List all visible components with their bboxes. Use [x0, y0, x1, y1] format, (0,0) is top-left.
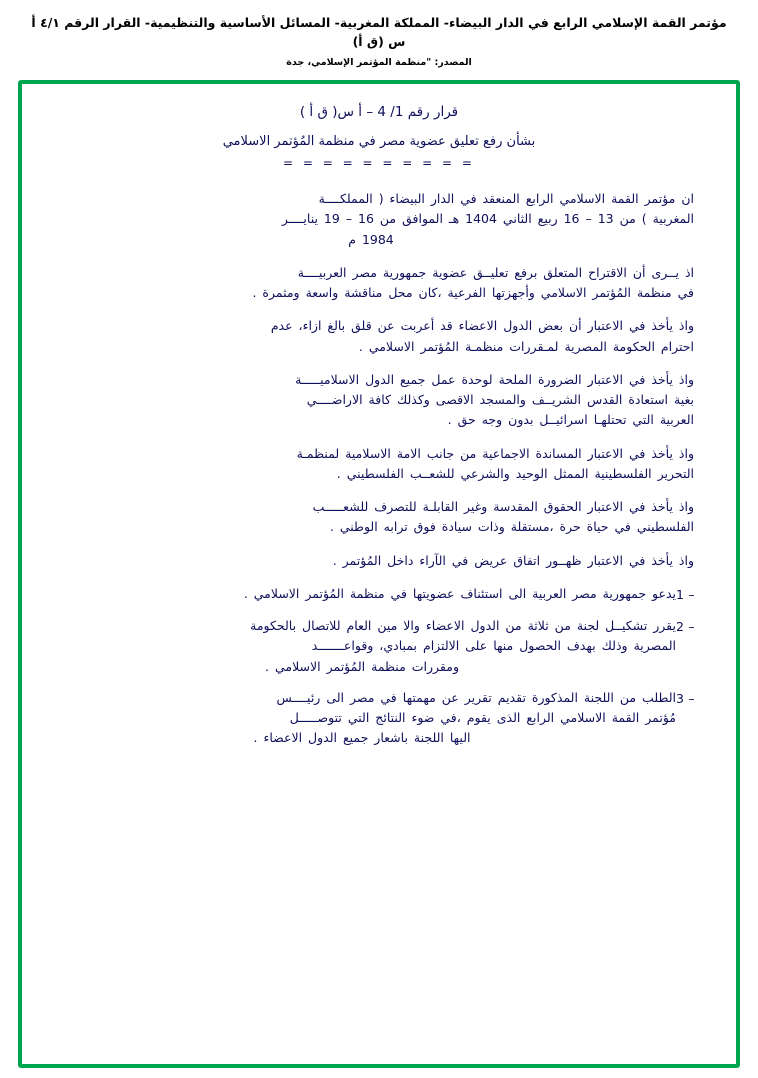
- resolution-number: قرار رقم 1/ 4 – أ س( ق أ ): [299, 103, 459, 120]
- paragraph-line: احترام الحكومة المصرية لمـقررات منظمـة المُؤتمر الاسلامي .: [358, 338, 694, 354]
- scanned-document-frame: [18, 80, 740, 1068]
- document-body: [48, 102, 710, 749]
- paragraph-line: اليها اللجنة باشعار جميع الدول الاعضاء .: [253, 730, 471, 746]
- paragraph-line: الفلسطيني في حياة حرة ،مستقلة وذات سيادة فوق ترابه الوطني .: [329, 519, 694, 535]
- clause-plo-support: [48, 444, 710, 485]
- resolution-number-1: 1 –: [676, 586, 695, 602]
- resolution-subject: بشأن رفع تعليق عضوية مصر في منظمة المُؤتمر الاسلامي: [222, 133, 536, 149]
- clause-proposal: [48, 263, 710, 304]
- resolution-text-2: [48, 616, 676, 677]
- paragraph-line: المغربية ) من 13 – 16 ربيع الثاني 1404 هـ الموافق من 16 – 19 ينايــــر: [281, 211, 694, 227]
- resolution-item-2: [48, 616, 710, 677]
- paragraph-line: مُؤتمر القمة الاسلامي الرابع الذى يقوم ،في ضوء النتائج التي تتوصـــــل: [289, 710, 676, 726]
- resolution-text-1: [48, 584, 676, 604]
- paragraph-line: واذ يأخذ في الاعتبار الحقوق المقدسة وغير القابلـة للتصرف للشعـــــب: [312, 499, 694, 515]
- paragraph-line: يدعو جمهورية مصر العربية الى استئناف عضويتها في منظمة المُؤتمر الاسلامي .: [243, 585, 676, 601]
- resolution-number-3: 3 –: [676, 690, 695, 706]
- clause-unity: [48, 370, 710, 431]
- paragraph-line: يقرر تشكيــل لجنة من ثلاثة من الدول الاعضاء والا مين العام للاتصال بالحكومة: [250, 618, 676, 634]
- paragraph-line: الطلب من اللجنة المذكورة تقديم تقرير عن مهمتها في مصر الى رئيــــس: [276, 689, 676, 705]
- paragraph-line: العربية التي تحتلهـا اسرائيــل بدون وجه حق .: [447, 412, 694, 428]
- resolutions-list: [48, 584, 710, 749]
- page-header: [18, 14, 740, 70]
- paragraph-line: واذ يأخذ في الاعتبار أن بعض الدول الاعضاء قد أعربت عن قلق بالغ ازاء، عدم: [270, 318, 694, 334]
- clause-concern: [48, 316, 710, 357]
- header-title: مؤتمر القمة الإسلامي الرابع في الدار البيضاء- المملكة المغربية- المسائل الأساسية والتنظيمية- القرار الرقم ٤/١ أ س (ق أ): [31, 15, 727, 49]
- resolution-item-3: [48, 688, 710, 749]
- paragraph-line: واذ يأخذ في الاعتبار الضرورة الملحة لوحدة عمل جميع الدول الاسلاميـــــة: [295, 371, 694, 387]
- paragraph-line: ومقررات منظمة المُؤتمر الاسلامي .: [265, 658, 459, 674]
- resolution-text-3: [48, 688, 676, 749]
- paragraph-line: في منظمة المُؤتمر الاسلامي وأجهزتها الفرعية ،كان محل مناقشة واسعة ومثمرة .: [252, 285, 694, 301]
- document-title-block: [48, 102, 710, 173]
- clause-consensus: [48, 551, 710, 571]
- paragraph-line: اذ يــرى أن الاقتراح المتعلق برفع تعليــق عضوية جمهورية مصر العربيــــة: [297, 264, 694, 280]
- header-source: المصدر: "منظمة المؤتمر الإسلامي، جدة: [286, 56, 472, 68]
- paragraph-line: واذ يأخذ في الاعتبار المساندة الاجماعية من جانب الامة الاسلامية لمنظمـة: [296, 445, 694, 461]
- paragraph-line: بغية استعادة القدس الشريــف والمسجد الاقصى وكذلك كافة الاراضــــي: [306, 392, 694, 408]
- clause-palestinian-rights: [48, 497, 710, 538]
- paragraph-line: واذ يأخذ في الاعتبار ظهــور اتفاق عريض في الآراء داخل المُؤتمر .: [332, 552, 694, 568]
- paragraph-line: 1984 م: [348, 231, 394, 247]
- resolution-number-2: 2 –: [676, 619, 695, 635]
- title-divider: = = = = = = = = = =: [283, 155, 475, 170]
- paragraph-line: المصرية وذلك بهدف الحصول منها على الالتزام بمبادي، وقواعـــــــد: [311, 638, 676, 654]
- paragraph-line: ان مؤتمر القمة الاسلامي الرابع المنعقد في الدار البيضاء ( المملكــــة: [318, 191, 694, 207]
- paragraph-line: التحرير الفلسطينية الممثل الوحيد والشرعي للشعــب الفلسطيني .: [336, 465, 694, 481]
- preamble-conference: [48, 189, 710, 250]
- resolution-item-1: [48, 584, 710, 605]
